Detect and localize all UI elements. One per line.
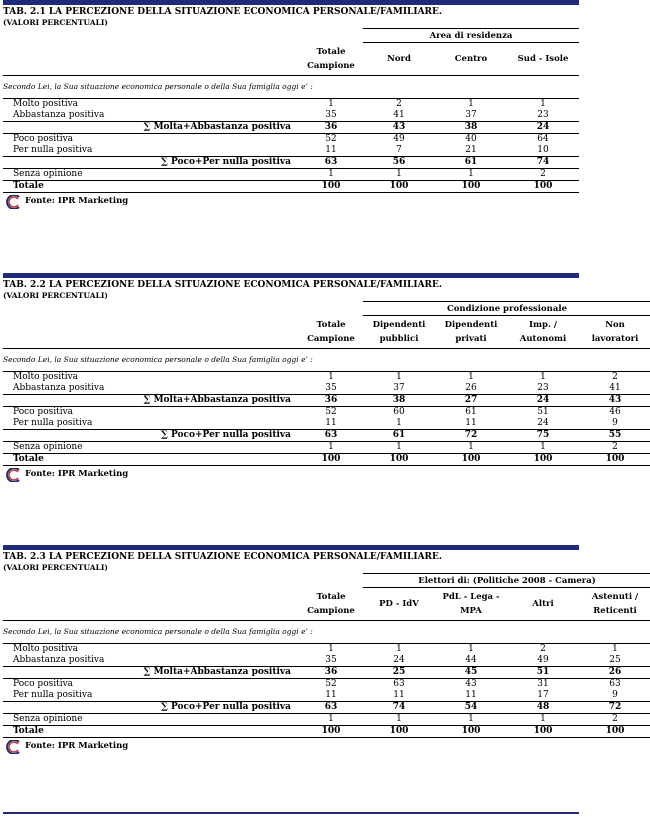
- cell: 1: [540, 441, 546, 452]
- cell: 1: [363, 643, 435, 655]
- cell: 40: [465, 133, 477, 144]
- table-row: [3, 133, 579, 145]
- table-row: [3, 98, 579, 110]
- sum-row: [3, 121, 579, 133]
- cell: 100: [507, 453, 579, 465]
- cell: 100: [579, 453, 650, 465]
- group-header: Elettori di: (Politiche 2008 - Camera): [363, 574, 650, 588]
- cell: 25: [609, 654, 621, 665]
- cell: 44: [465, 654, 477, 665]
- cell: 17: [537, 689, 549, 700]
- data-table: [3, 28, 579, 193]
- row-label: ∑ Poco+Per nulla positiva: [3, 156, 299, 168]
- cell: 100: [435, 180, 507, 192]
- cell: 11: [325, 144, 337, 155]
- cell: 100: [363, 180, 435, 192]
- cell: 36: [299, 394, 363, 406]
- ipr-logo-icon: [5, 468, 21, 482]
- cell: 61: [363, 429, 435, 441]
- table-row: [3, 643, 650, 655]
- header-group-row: [3, 302, 650, 316]
- section-top-bar: [3, 0, 579, 5]
- group-header: Area di residenza: [363, 29, 579, 43]
- header-group-row: [3, 29, 579, 43]
- table-title: TAB. 2.1 LA PERCEZIONE DELLA SITUAZIONE ECONOMICA PERSONALE/FAMILIARE.: [3, 7, 443, 17]
- cell: 2: [612, 713, 618, 724]
- cell: 2: [540, 168, 546, 179]
- row-label: Poco positiva: [13, 406, 74, 417]
- cell: 61: [435, 156, 507, 168]
- cell: 1: [396, 168, 402, 179]
- cell: 61: [465, 406, 477, 417]
- cell: 1: [328, 168, 334, 179]
- question-row: [3, 348, 650, 371]
- cell: 9: [612, 417, 618, 428]
- table-section-2-2: [3, 273, 639, 482]
- cell: 52: [325, 133, 337, 144]
- cell: 38: [363, 394, 435, 406]
- cell: 100: [299, 725, 363, 737]
- cell: 1: [468, 713, 474, 724]
- cell: 24: [393, 654, 405, 665]
- ipr-logo-icon: [5, 740, 21, 754]
- section-top-bar: [3, 273, 579, 278]
- cell: 1: [507, 371, 579, 383]
- cell: 25: [363, 666, 435, 678]
- cell: 100: [299, 453, 363, 465]
- table-row: [3, 713, 650, 725]
- column-header: Astenuti / Reticenti: [591, 591, 639, 616]
- cell: 21: [465, 144, 477, 155]
- cell: 37: [465, 109, 477, 120]
- cell: 1: [435, 371, 507, 383]
- table-row: [3, 110, 579, 122]
- table-row: [3, 383, 650, 395]
- table-row: [3, 678, 650, 690]
- cell: 23: [537, 109, 549, 120]
- cell: 1: [363, 371, 435, 383]
- table-row: [3, 690, 650, 702]
- cell: 48: [507, 701, 579, 713]
- cell: 35: [325, 109, 337, 120]
- cell: 100: [299, 180, 363, 192]
- source-note: [3, 193, 579, 209]
- cell: 1: [299, 643, 363, 655]
- row-label: Per nulla positiva: [13, 144, 93, 155]
- cell: 2: [612, 441, 618, 452]
- cell: 63: [299, 701, 363, 713]
- table-subtitle: (VALORI PERCENTUALI): [3, 18, 108, 27]
- cell: 45: [435, 666, 507, 678]
- cell: 1: [396, 441, 402, 452]
- row-label: Senza opinione: [13, 441, 83, 452]
- sum-row: [3, 429, 650, 441]
- table-subtitle: (VALORI PERCENTUALI): [3, 563, 108, 572]
- cell: 24: [537, 417, 549, 428]
- cell: 1: [396, 713, 402, 724]
- cell: 56: [363, 156, 435, 168]
- table-row: [3, 145, 579, 157]
- cell: 74: [507, 156, 579, 168]
- question-row: [3, 620, 650, 643]
- source-note: [3, 738, 579, 754]
- cell: 24: [507, 121, 579, 133]
- table-section-2-3: [3, 545, 639, 754]
- row-label: Molto positiva: [3, 371, 299, 383]
- cell: 31: [537, 678, 549, 689]
- cell: 43: [579, 394, 650, 406]
- header-row: [3, 316, 650, 349]
- cell: 10: [537, 144, 549, 155]
- column-header: Imp. / Autonomi: [519, 319, 567, 344]
- table-title: TAB. 2.2 LA PERCEZIONE DELLA SITUAZIONE ECONOMICA PERSONALE/FAMILIARE.: [3, 280, 443, 290]
- row-label: Molto positiva: [3, 98, 299, 110]
- table-row: [3, 441, 650, 453]
- header-group-row: [3, 574, 650, 588]
- sum-row: [3, 666, 650, 678]
- column-header: PD - IdV: [379, 598, 419, 609]
- cell: 100: [507, 725, 579, 737]
- cell: 52: [325, 678, 337, 689]
- row-label: Per nulla positiva: [13, 417, 93, 428]
- cell: 7: [396, 144, 402, 155]
- cell: 55: [579, 429, 650, 441]
- cell: 1: [507, 98, 579, 110]
- total-row: [3, 453, 650, 465]
- cell: 63: [609, 678, 621, 689]
- cell: 1: [435, 643, 507, 655]
- row-label: Senza opinione: [13, 168, 83, 179]
- cell: 51: [537, 406, 549, 417]
- ipr-logo-icon: [5, 195, 21, 209]
- table-section-2-1: [3, 0, 579, 209]
- cell: 2: [507, 643, 579, 655]
- table-title: TAB. 2.3 LA PERCEZIONE DELLA SITUAZIONE ECONOMICA PERSONALE/FAMILIARE.: [3, 552, 443, 562]
- cell: 100: [435, 725, 507, 737]
- cell: 100: [435, 453, 507, 465]
- cell: 35: [325, 654, 337, 665]
- sum-row: [3, 394, 650, 406]
- question-text: Secondo Lei, la Sua situazione economica personale o della Sua famiglia oggi e’ :: [3, 620, 650, 643]
- cell: 2: [363, 98, 435, 110]
- table-row: [3, 418, 650, 430]
- column-header-totale: Totale Campione: [307, 46, 355, 71]
- cell: 1: [540, 713, 546, 724]
- cell: 11: [325, 689, 337, 700]
- cell: 100: [363, 453, 435, 465]
- table-row: [3, 168, 579, 180]
- cell: 37: [393, 382, 405, 393]
- cell: 52: [325, 406, 337, 417]
- cell: 36: [299, 121, 363, 133]
- cell: 60: [393, 406, 405, 417]
- total-row: [3, 180, 579, 192]
- cell: 11: [325, 417, 337, 428]
- cell: 1: [396, 417, 402, 428]
- sum-row: [3, 701, 650, 713]
- cell: 1: [579, 643, 650, 655]
- row-label: Totale: [3, 725, 299, 737]
- row-label: Senza opinione: [13, 713, 83, 724]
- cell: 54: [435, 701, 507, 713]
- data-table: [3, 573, 650, 738]
- cell: 41: [609, 382, 621, 393]
- row-label: Poco positiva: [13, 133, 74, 144]
- cell: 41: [393, 109, 405, 120]
- column-header: Dipendenti privati: [444, 319, 498, 344]
- cell: 26: [465, 382, 477, 393]
- cell: 72: [579, 701, 650, 713]
- cell: 26: [579, 666, 650, 678]
- row-label: Totale: [3, 180, 299, 192]
- table-row: [3, 655, 650, 667]
- row-label: Molto positiva: [3, 643, 299, 655]
- cell: 49: [393, 133, 405, 144]
- cell: 1: [468, 441, 474, 452]
- cell: 1: [468, 168, 474, 179]
- cell: 23: [537, 382, 549, 393]
- bottom-rule: [3, 812, 579, 814]
- cell: 63: [299, 156, 363, 168]
- row-label: Abbastanza positiva: [13, 109, 105, 120]
- column-header: Non lavoratori: [591, 319, 639, 344]
- cell: 49: [537, 654, 549, 665]
- source-text: Fonte: IPR Marketing: [25, 468, 129, 479]
- data-table: [3, 301, 650, 466]
- cell: 100: [579, 725, 650, 737]
- cell: 9: [612, 689, 618, 700]
- cell: 51: [507, 666, 579, 678]
- cell: 100: [363, 725, 435, 737]
- row-label: ∑ Molta+Abbastanza positiva: [3, 666, 299, 678]
- total-row: [3, 725, 650, 737]
- source-note: [3, 466, 579, 482]
- row-label: ∑ Poco+Per nulla positiva: [3, 429, 299, 441]
- cell: 63: [393, 678, 405, 689]
- cell: 35: [325, 382, 337, 393]
- source-text: Fonte: IPR Marketing: [25, 195, 129, 206]
- column-header: Altri: [532, 598, 554, 609]
- column-header: Centro: [454, 53, 488, 64]
- cell: 24: [507, 394, 579, 406]
- sum-row: [3, 156, 579, 168]
- cell: 1: [435, 98, 507, 110]
- table-row: [3, 371, 650, 383]
- row-label: Abbastanza positiva: [13, 654, 105, 665]
- table-row: [3, 406, 650, 418]
- row-label: Per nulla positiva: [13, 689, 93, 700]
- row-label: Abbastanza positiva: [13, 382, 105, 393]
- cell: 38: [435, 121, 507, 133]
- cell: 11: [465, 689, 477, 700]
- row-label: ∑ Molta+Abbastanza positiva: [3, 394, 299, 406]
- question-text: Secondo Lei, la Sua situazione economica personale o della Sua famiglia oggi e’ :: [3, 75, 579, 98]
- cell: 63: [299, 429, 363, 441]
- row-label: Poco positiva: [13, 678, 74, 689]
- cell: 72: [435, 429, 507, 441]
- cell: 36: [299, 666, 363, 678]
- cell: 27: [435, 394, 507, 406]
- cell: 1: [328, 713, 334, 724]
- cell: 2: [579, 371, 650, 383]
- column-header: Nord: [387, 53, 411, 64]
- column-header: Dipendenti pubblici: [372, 319, 426, 344]
- cell: 11: [393, 689, 405, 700]
- cell: 64: [537, 133, 549, 144]
- cell: 43: [363, 121, 435, 133]
- cell: 75: [507, 429, 579, 441]
- cell: 11: [465, 417, 477, 428]
- question-row: [3, 75, 579, 98]
- row-label: ∑ Poco+Per nulla positiva: [3, 701, 299, 713]
- row-label: Totale: [3, 453, 299, 465]
- header-row: [3, 588, 650, 621]
- cell: 74: [363, 701, 435, 713]
- cell: 1: [299, 98, 363, 110]
- row-label: ∑ Molta+Abbastanza positiva: [3, 121, 299, 133]
- cell: 100: [507, 180, 579, 192]
- section-top-bar: [3, 545, 579, 550]
- table-subtitle: (VALORI PERCENTUALI): [3, 291, 108, 300]
- column-header: Sud - Isole: [517, 53, 569, 64]
- cell: 43: [465, 678, 477, 689]
- source-text: Fonte: IPR Marketing: [25, 740, 129, 751]
- cell: 1: [328, 441, 334, 452]
- column-header: PdL - Lega - MPA: [442, 591, 500, 616]
- question-text: Secondo Lei, la Sua situazione economica personale o della Sua famiglia oggi e’ :: [3, 348, 650, 371]
- group-header: Condizione professionale: [363, 302, 650, 316]
- column-header-totale: Totale Campione: [307, 591, 355, 616]
- cell: 46: [609, 406, 621, 417]
- header-row: [3, 43, 579, 76]
- column-header-totale: Totale Campione: [307, 319, 355, 344]
- cell: 1: [299, 371, 363, 383]
